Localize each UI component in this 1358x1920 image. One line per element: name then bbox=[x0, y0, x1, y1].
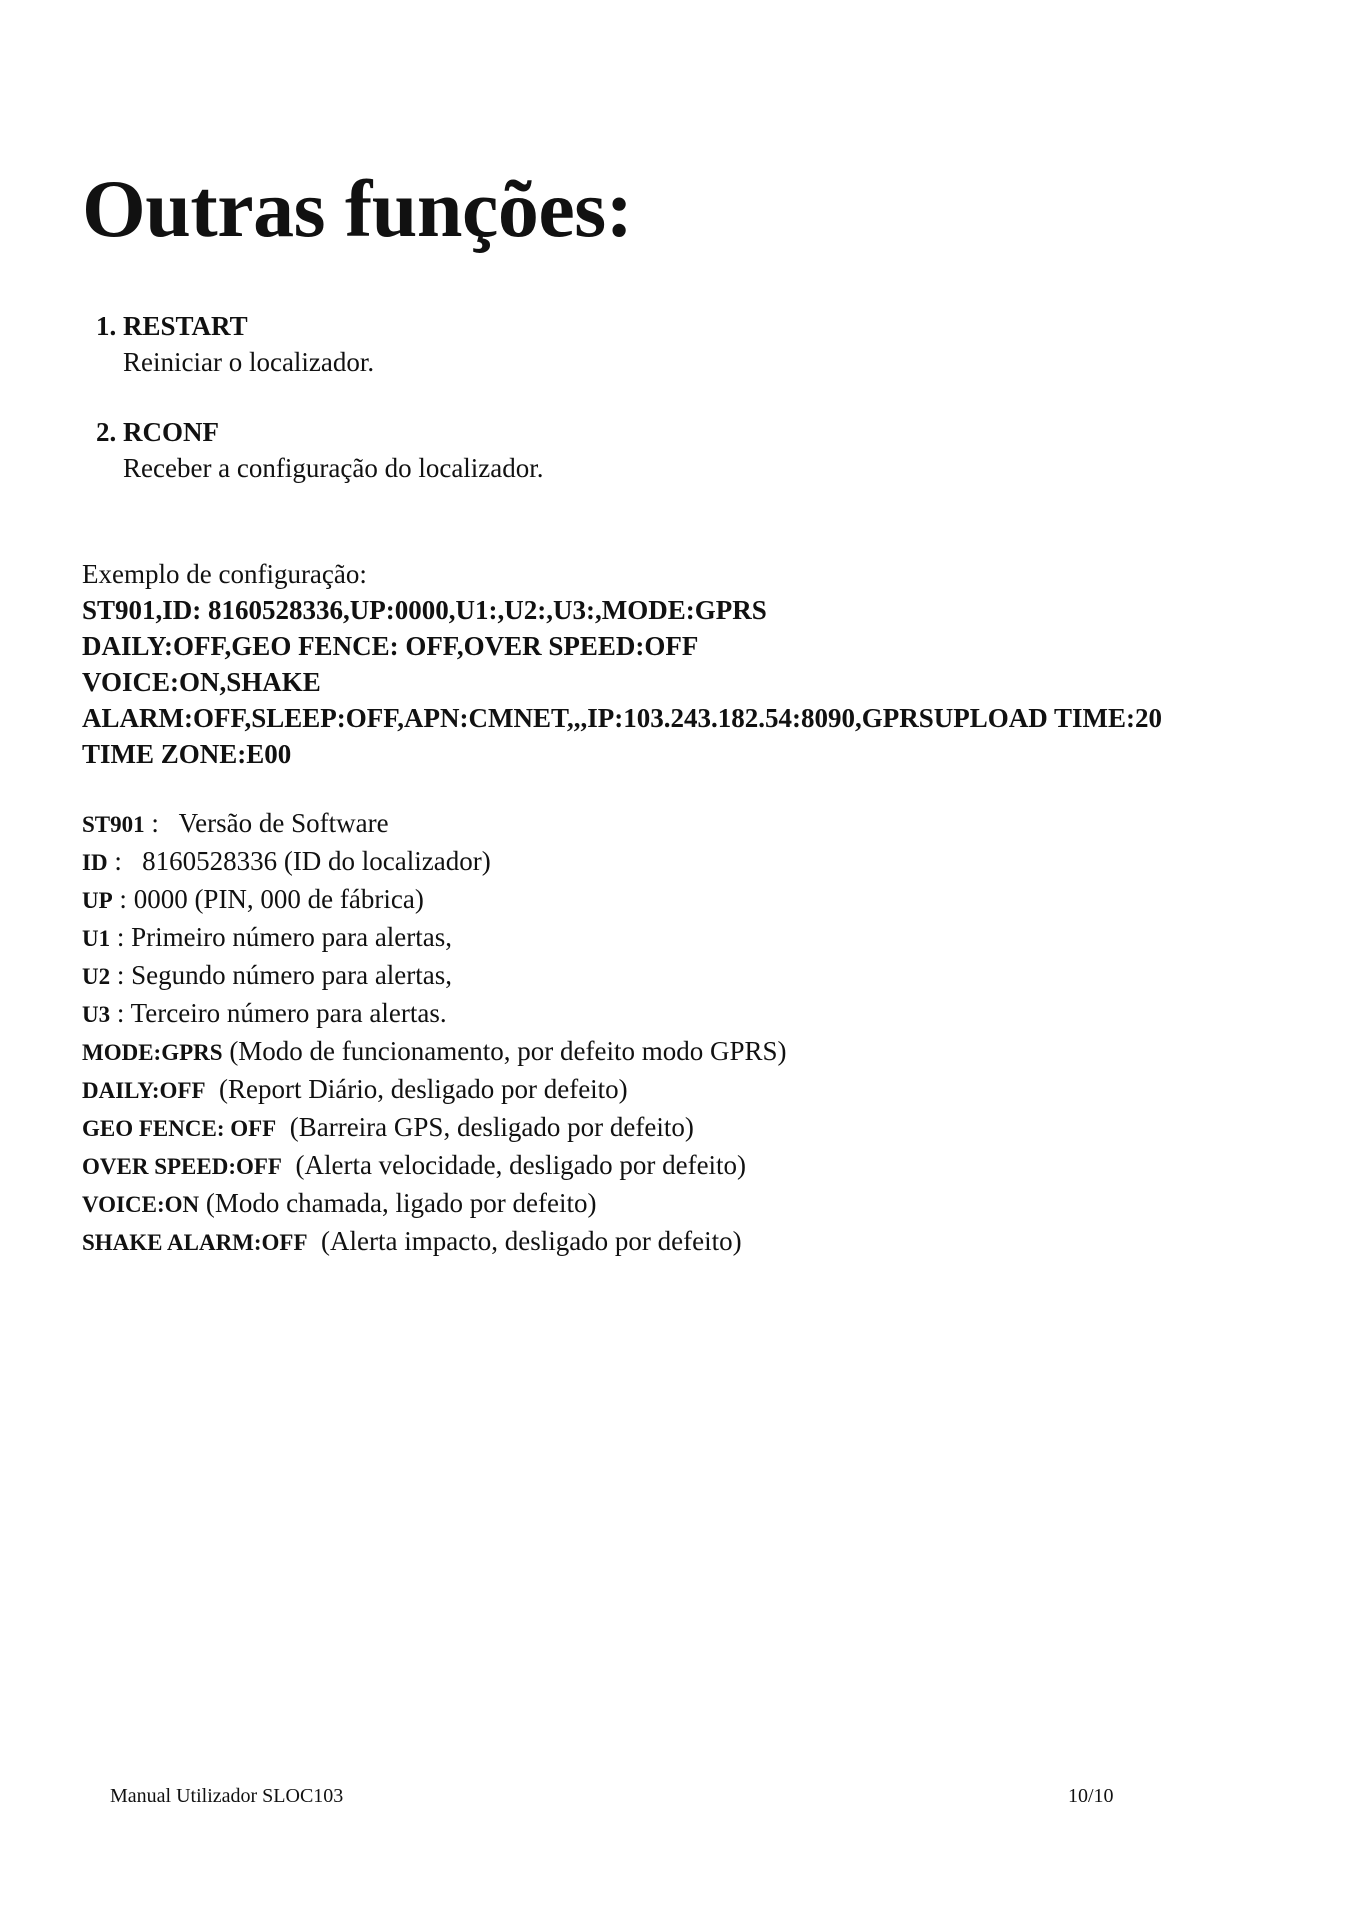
definitions-list bbox=[82, 805, 1302, 1261]
definition-key: U2 bbox=[82, 964, 111, 989]
definition-value: (Modo de funcionamento, por defeito modo GPRS) bbox=[229, 1036, 787, 1066]
definition-key: U3 bbox=[82, 1002, 111, 1027]
example-heading: Exemplo de configuração: bbox=[82, 559, 367, 589]
definition-row bbox=[82, 1185, 1302, 1223]
function-name: RCONF bbox=[123, 417, 219, 447]
definition-value: (Alerta impacto, desligado por defeito) bbox=[321, 1226, 742, 1256]
function-item-rconf bbox=[96, 414, 1196, 486]
example-line: TIME ZONE:E00 bbox=[82, 739, 292, 769]
definition-key: VOICE:ON bbox=[82, 1192, 200, 1217]
example-line: DAILY:OFF,GEO FENCE: OFF,OVER SPEED:OFF bbox=[82, 631, 699, 661]
definition-key: U1 bbox=[82, 926, 111, 951]
definition-row bbox=[82, 1147, 1302, 1185]
definition-value: (Alerta velocidade, desligado por defeito) bbox=[295, 1150, 747, 1180]
footer-document-title: Manual Utilizador SLOC103 bbox=[110, 1785, 344, 1807]
definition-row bbox=[82, 1071, 1302, 1109]
example-line: ALARM:OFF,SLEEP:OFF,APN:CMNET,,,IP:103.243.182.54:8090,GPRSUPLOAD TIME:20 bbox=[82, 703, 1162, 733]
definition-value: Segundo número para alertas, bbox=[131, 960, 453, 990]
definition-row bbox=[82, 1033, 1302, 1071]
function-name: RESTART bbox=[123, 311, 248, 341]
definition-row: U3 : Terceiro número para alertas. bbox=[82, 998, 447, 1028]
page-title: Outras funções: bbox=[82, 163, 633, 254]
example-line: VOICE:ON,SHAKE bbox=[82, 667, 321, 697]
footer-page-number: 10/10 bbox=[1068, 1785, 1114, 1807]
definition-value: 0000 (PIN, 000 de fábrica) bbox=[133, 884, 424, 914]
definition-key: GEO FENCE: OFF bbox=[82, 1116, 277, 1141]
definition-value: 8160528336 (ID do localizador) bbox=[142, 846, 491, 876]
definition-row: U2 : Segundo número para alertas, bbox=[82, 960, 453, 990]
definition-value: (Barreira GPS, desligado por defeito) bbox=[289, 1112, 694, 1142]
function-number: 1. bbox=[96, 311, 117, 341]
functions-list bbox=[96, 308, 1196, 520]
definition-value: Primeiro número para alertas, bbox=[131, 922, 453, 952]
definition-value: (Modo chamada, ligado por defeito) bbox=[205, 1188, 597, 1218]
definition-row bbox=[82, 1109, 1302, 1147]
definition-key: UP bbox=[82, 888, 113, 913]
definition-row: UP : 0000 (PIN, 000 de fábrica) bbox=[82, 884, 424, 914]
definition-row: U1 : Primeiro número para alertas, bbox=[82, 922, 453, 952]
definition-value: Versão de Software bbox=[178, 808, 389, 838]
definition-value: (Report Diário, desligado por defeito) bbox=[219, 1074, 628, 1104]
definition-key: DAILY:OFF bbox=[82, 1078, 206, 1103]
function-description: Receber a configuração do localizador. bbox=[123, 453, 544, 483]
function-description: Reiniciar o localizador. bbox=[123, 347, 375, 377]
example-config-lines bbox=[82, 592, 1302, 772]
definition-row: ID : 8160528336 (ID do localizador) bbox=[82, 846, 491, 876]
definition-key: OVER SPEED:OFF bbox=[82, 1154, 282, 1179]
definition-row: ST901 : Versão de Software bbox=[82, 808, 389, 838]
definition-key: SHAKE ALARM:OFF bbox=[82, 1230, 308, 1255]
function-number: 2. bbox=[96, 417, 117, 447]
config-example bbox=[82, 556, 1302, 772]
example-line: ST901,ID: 8160528336,UP:0000,U1:,U2:,U3:,MODE:GPRS bbox=[82, 595, 767, 625]
definition-row bbox=[82, 1223, 1302, 1261]
definition-key: ID bbox=[82, 850, 108, 875]
definition-key: MODE:GPRS bbox=[82, 1040, 223, 1065]
function-item-restart bbox=[96, 308, 1196, 380]
definition-value: Terceiro número para alertas. bbox=[130, 998, 447, 1028]
definition-key: ST901 bbox=[82, 812, 145, 837]
